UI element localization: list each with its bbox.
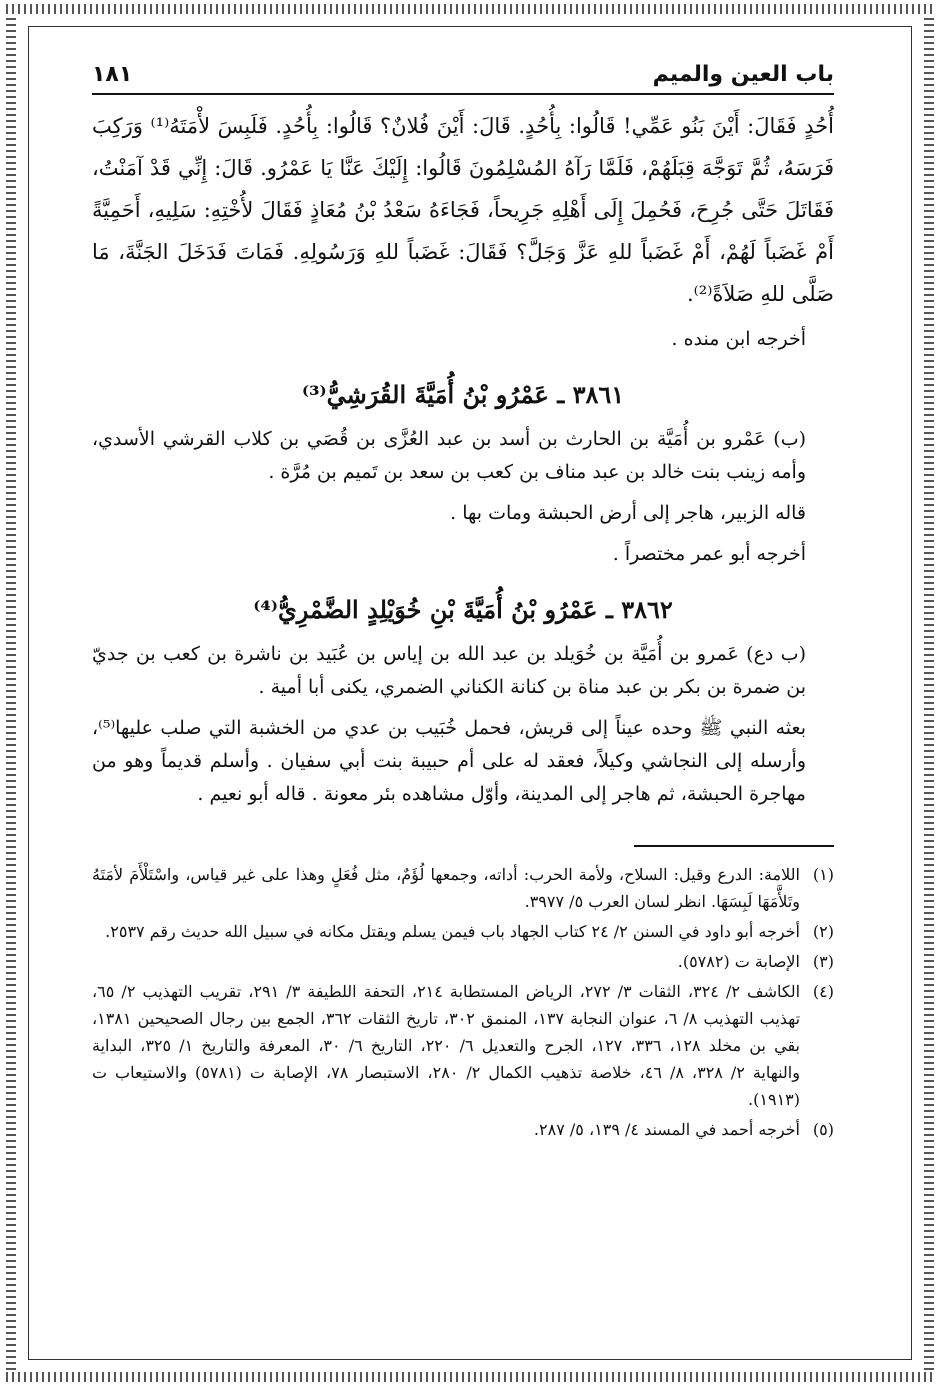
entry-3862-paragraph: بعثه النبي ﷺ وحده عيناً إلى قريش، فحمل خُبَيب بن عدي من الخشبة التي صلب عليها⁽⁵⁾، وأرسله إلى النجاشي وكيلاً، فعقد له على أم حبيبة بنت أبي سفيان . وأسلم قديماً وهو من مهاجرة الحبشة، ثم هاجر إلى المدينة، وأوّل مشاهده بئر معونة . قاله أبو نعيم . xyxy=(92,717,806,805)
running-header xyxy=(92,62,834,95)
entry-3861-paragraph: قاله الزبير، هاجر إلى أرض الحبشة ومات بها . xyxy=(450,502,806,524)
footnote-text: الإصابة ت (٥٧٨٢). xyxy=(677,952,800,971)
footnote-text: أخرجه أبو داود في السنن ٢/ ٢٤ كتاب الجهاد باب فيمن يسلم ويقتل مكانه في سبيل الله حديث رقم ٢٥٣٧. xyxy=(105,922,800,941)
entry-heading-3861: ٣٨٦١ ـ عَمْرُو بْنُ أُمَيَّةَ القُرَشِيُّ⁽³⁾ xyxy=(301,380,625,409)
footnote-number: (٢) xyxy=(812,922,834,941)
footnote-number: (١) xyxy=(812,865,834,884)
footnote xyxy=(92,918,834,945)
page-number: ١٨١ xyxy=(92,62,133,87)
book-page xyxy=(92,62,834,1146)
footnote xyxy=(92,948,834,975)
footnote xyxy=(92,861,834,915)
chapter-title: باب العين والميم xyxy=(652,62,834,87)
footnote-text: اللامة: الدرع وقيل: السلاح، ولأمة الحرب: أداته، وجمعها لُؤَمٌ، مثل فُعَلٍ وهذا على غير قياس، واسْتَلْأَمَ لأمَتَهُ وتَلأَّمَهَا لَبِسَهَا. انظر لسان العرب ٥/ ٣٩٧٧. xyxy=(92,865,800,911)
entry-heading-3862: ٣٨٦٢ ـ عَمْرُو بْنُ أُمَيَّةَ بْنِ خُوَيْلِدٍ الضَّمْرِيُّ⁽⁴⁾ xyxy=(253,595,673,624)
footnotes xyxy=(92,861,834,1143)
entry-3861-paragraph: (ب) عَمْرو بن أُمَيَّة بن الحارث بن أسد بن عبد العُزَّى بن قُصَي بن كلاب القرشي الأسدي، وأمه زينب بنت خالد بن عبد مناف بن كعب بن سعد بن تَميم بن مُرَّة . xyxy=(92,428,806,483)
footnote-text: الكاشف ٢/ ٣٢٤، الثقات ٣/ ٢٧٢، الرياض المستطابة ٢١٤، التحفة اللطيفة ٣/ ٢٩١، تقريب التهذيب ٢/ ٦٥، تهذيب التهذيب ٨/ ٦، عنوان النجابة ١٣٧، المنمق ٣٠٢، تاريخ الثقات ٣٦٢، الجمع بين رجال الصحيحين ١٣٨١، بقي بن مخلد ١٢٨، ٣٣٦، ١٢٧، الجرح والتعديل ٦/ ٢٢٠، التاريخ ٦/ ٣٠، المعرفة والتاريخ ١/ ٣٢٥، البداية والنهاية ٢/ ٣٢٨، ٨/ ٤٦، خلاصة تذهيب الكمال ٢/ ٢٨٠، الاستبصار ٧٨، الإصابة ت (٥٧٨١) والاستيعاب ت (١٩١٣). xyxy=(92,982,801,1109)
opening-paragraph: أُحُدٍ فَقَالَ: أَيْنَ بَنُو عَمِّي! قَالُوا: بِأُحُدٍ. قَالَ: أَيْنَ فُلانٌ؟ قَالُوا: بِأُحُدٍ. فَلَبِسَ لأْمَتَهُ⁽¹⁾ وَرَكِبَ فَرَسَهُ، ثُمَّ تَوَجَّهَ قِبَلَهُمْ، فَلَمَّا رَآهُ المُسْلِمُونَ قَالُوا: إِلَيْكَ عَنَّا يَا عَمْرُو. قَالَ: إِنِّي قَدْ آمَنْتُ، فَقَاتَلَ حَتَّى جُرِحَ، فَحُمِلَ إِلَى أَهْلِهِ جَرِيحاً، فَجَاءَهُ سَعْدُ بْنُ مُعَاذٍ فَقَالَ لأُخْتِهِ: سَلِيهِ، أَحَمِيَّةً أَمْ غَضَباً لَهُمْ، أَمْ غَضَباً للهِ عَزَّ وَجَلَّ؟ فَقَالَ: غَضَباً للهِ وَرَسُولِهِ. فَمَاتَ فَدَخَلَ الجَنَّةَ، مَا صَلَّى للهِ صَلاَةً⁽²⁾. xyxy=(92,114,834,306)
footnote-number: (٥) xyxy=(812,1120,834,1139)
footnote-number: (٤) xyxy=(812,982,834,1001)
entry-3861-paragraph: أخرجه أبو عمر مختصراً . xyxy=(612,543,806,565)
main-text xyxy=(92,105,834,811)
footnote xyxy=(92,1116,834,1143)
entry-3862-paragraph: (ب دع) عَمرو بن أُمَيَّة بن خُوَيلد بن عبد الله بن إياس بن عُبَيد بن ناشرة بن كعب بن جديّ بن ضمرة بن بكر بن عبد مناة بن كنانة الكناني الضمري، يكنى أبا أمية . xyxy=(92,643,806,698)
attribution-line: أخرجه ابن منده . xyxy=(671,328,806,350)
footnote-divider xyxy=(634,845,834,847)
footnote-text: أخرجه أحمد في المسند ٤/ ١٣٩، ٥/ ٢٨٧. xyxy=(533,1120,800,1139)
footnote xyxy=(92,978,834,1113)
footnote-number: (٣) xyxy=(812,952,834,971)
